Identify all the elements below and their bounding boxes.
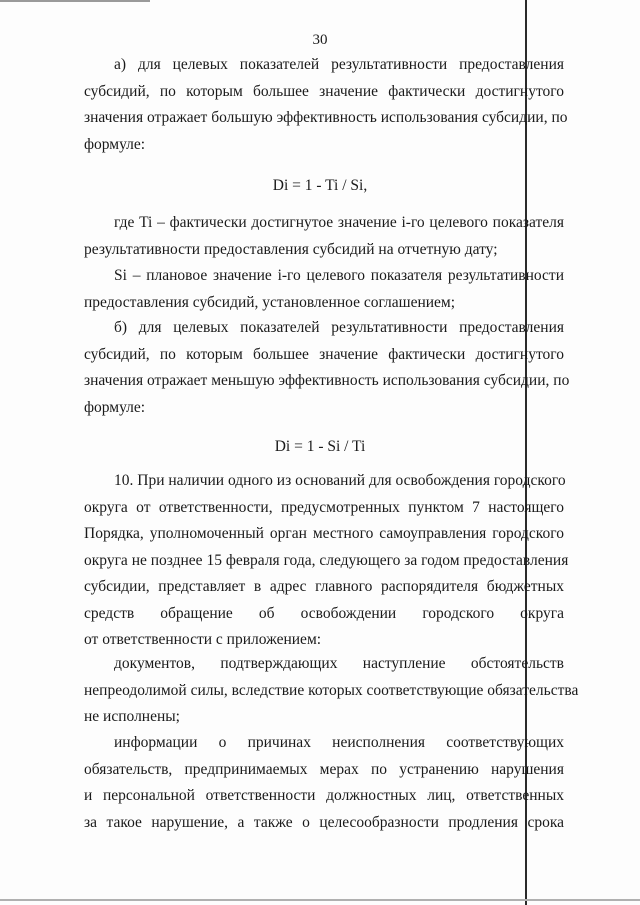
text-line: Порядка, уполномоченный орган местного самоуправления городского bbox=[84, 525, 564, 542]
text-line: не исполнены; bbox=[84, 708, 180, 725]
page-number: 30 bbox=[312, 32, 328, 48]
text-line: за такое нарушение, а также о целесообразности продления срока bbox=[84, 813, 564, 831]
text-line: предоставления субсидий, установленное соглашением; bbox=[84, 293, 456, 311]
documents-item bbox=[84, 651, 579, 731]
text-line: субсидий, по которым большее значение фактически достигнутого bbox=[84, 82, 564, 100]
text-line: округа от ответственности, предусмотренных пунктом 7 настоящего bbox=[84, 498, 564, 516]
text-line: формуле: bbox=[84, 135, 146, 153]
paragraph-10 bbox=[84, 468, 569, 654]
text-line: непреодолимой силы, вследствие которых соответствующие обязательства bbox=[84, 681, 579, 699]
text-line: где Ti – фактически достигнутое значение i-го целевого показателя bbox=[114, 214, 564, 231]
text-line: формуле: bbox=[84, 398, 146, 416]
text-line: субсидии, представляет в адрес главного распорядителя бюджетных bbox=[84, 578, 564, 595]
formula-2: Di = 1 - Si / Ti bbox=[274, 438, 366, 455]
text-line: обязательств, предпринимаемых мерах по устранению нарушения bbox=[84, 760, 564, 778]
definition-ti bbox=[84, 210, 564, 263]
formula-1: Di = 1 - Ti / Si, bbox=[272, 177, 368, 194]
text-line: средств обращение об освобождении городского округа bbox=[84, 604, 564, 622]
scan-artifact-bottom bbox=[0, 899, 640, 901]
text-line: значения отражает большую эффективность использования субсидии, по bbox=[84, 109, 568, 126]
text-line: субсидий, по которым большее значение фактически достигнутого bbox=[84, 345, 564, 363]
text-line: б) для целевых показателей результативности предоставления bbox=[114, 319, 564, 336]
text-line: от ответственности с приложением: bbox=[84, 631, 322, 648]
text-line: документов, подтверждающих наступление обстоятельств bbox=[114, 655, 564, 672]
information-item bbox=[84, 730, 564, 836]
text-line: Si – плановое значение i-го целевого показателя результативности bbox=[114, 267, 564, 284]
text-line: и персональной ответственности должностных лиц, ответственных bbox=[84, 787, 564, 804]
text-line: а) для целевых показателей результативности предоставления bbox=[114, 56, 564, 73]
scan-artifact-top bbox=[0, 0, 150, 2]
paragraph-b bbox=[84, 315, 570, 421]
text-line: округа не позднее 15 февраля года, следующего за годом предоставления bbox=[84, 551, 569, 569]
text-line: значения отражает меньшую эффективность использования субсидии, по bbox=[84, 372, 570, 389]
paragraph-a bbox=[84, 52, 568, 158]
text-line: результативности предоставления субсидий на отчетную дату; bbox=[84, 240, 498, 258]
definition-si bbox=[84, 263, 564, 316]
text-line: информации о причинах неисполнения соответствующих bbox=[114, 734, 564, 751]
text-line: 10. При наличии одного из оснований для освобождения городского bbox=[114, 472, 566, 489]
